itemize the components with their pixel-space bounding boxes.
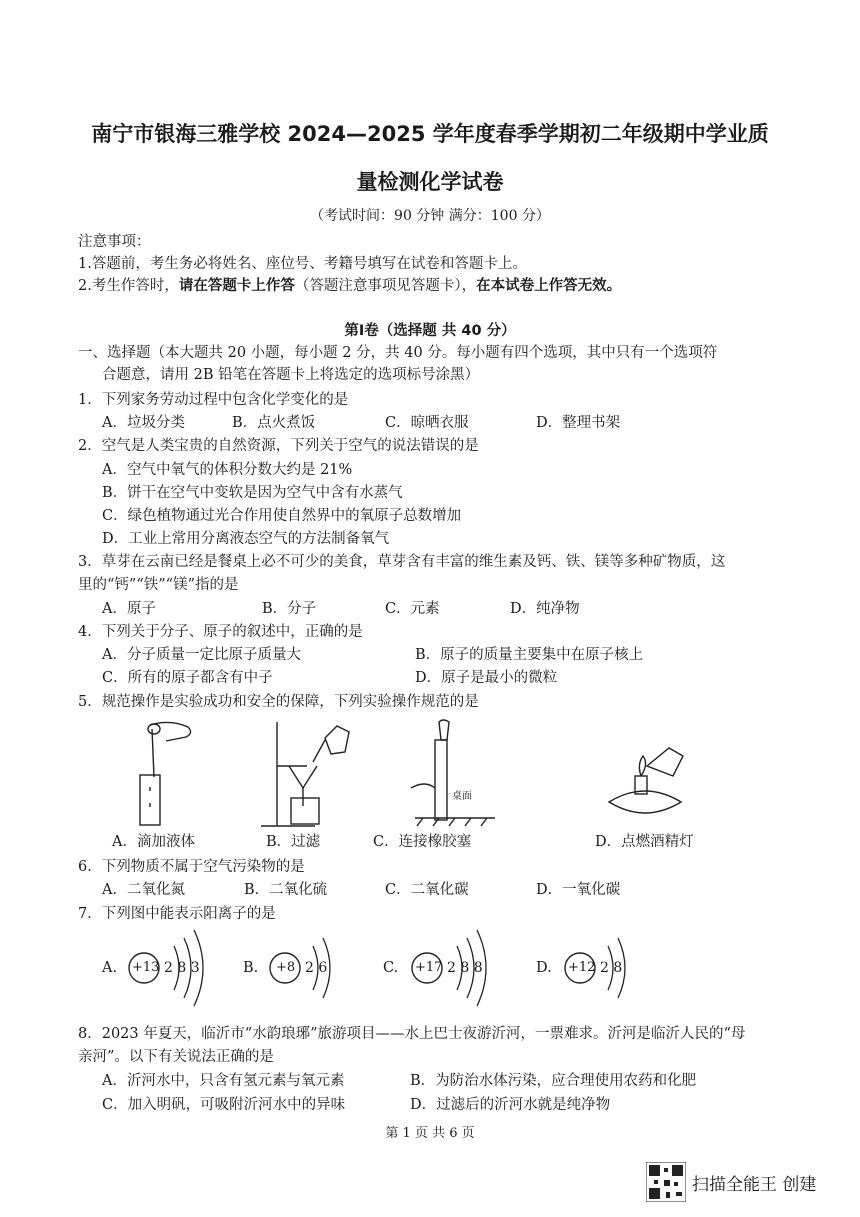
q6-option-c: C．二氧化碳 — [385, 882, 469, 898]
q7-option-a-label: A. — [102, 960, 118, 976]
q8-stem-2: 亲河”。以下有关说法正确的是 — [78, 1049, 274, 1065]
notice-item-2-b: 请在答题卡上作答 — [178, 278, 295, 294]
q4-option-c: C．所有的原子都含有中子 — [102, 670, 273, 686]
q3-stem-1: 3．草芽在云南已经是餐桌上必不可少的美食，草芽含有丰富的维生素及钙、铁、镁等多种矿物质，这 — [78, 554, 726, 570]
q6-stem: 6．下列物质不属于空气污染物的是 — [78, 859, 305, 875]
q8-option-b: B．为防治水体污染，应合理使用农药和化肥 — [410, 1073, 697, 1089]
q2-option-b: B．饼干在空气中变软是因为空气中含有水蒸气 — [102, 485, 403, 501]
q1-option-a: A．垃圾分类 — [102, 415, 185, 431]
section-desc-1: 一、选择题（本大题共 20 小题，每小题 2 分，共 40 分。每小题有四个选项，其中只有一个选项符 — [78, 345, 718, 361]
q8-option-d: D．过滤后的沂河水就是纯净物 — [410, 1097, 611, 1113]
q8-option-c: C．加入明矾，可吸附沂河水中的异味 — [102, 1097, 346, 1113]
notice-heading: 注意事项： — [78, 234, 151, 250]
q6-option-d: D．一氧化碳 — [536, 882, 621, 898]
q1-option-d: D．整理书架 — [536, 415, 621, 431]
q4-option-b: B．原子的质量主要集中在原子核上 — [415, 647, 644, 663]
q2-option-a: A．空气中氧气的体积分数大约是 21% — [102, 462, 353, 478]
filtration-figure — [255, 718, 355, 830]
exam-subtitle: （考试时间：90 分钟 满分：100 分） — [310, 208, 550, 224]
q2-stem: 2．空气是人类宝贵的自然资源，下列关于空气的说法错误的是 — [78, 438, 479, 454]
q4-stem: 4．下列关于分子、原子的叙述中，正确的是 — [78, 624, 363, 640]
q8-option-a: A．沂河水中，只含有氢元素与氧元素 — [102, 1073, 345, 1089]
q7-option-b-label: B. — [243, 960, 259, 976]
q5-option-d: D．点燃酒精灯 — [595, 834, 694, 850]
q7-option-b-shells: 2 6 — [305, 960, 328, 976]
q6-option-a: A．二氧化氮 — [102, 882, 185, 898]
q7-option-b-nucleus: +8 — [276, 960, 296, 975]
q7-option-c-label: C. — [383, 960, 399, 976]
q1-option-c: C．晾晒衣服 — [385, 415, 469, 431]
q3-option-c: C．元素 — [385, 601, 440, 617]
q1-stem: 1．下列家务劳动过程中包含化学变化的是 — [78, 392, 349, 408]
q5-option-c: C．连接橡胶塞 — [373, 834, 472, 850]
scanner-watermark: 扫描全能王 创建 — [692, 1175, 817, 1195]
stopper-figure — [405, 718, 500, 830]
q5-option-b: B．过滤 — [266, 834, 321, 850]
notice-item-2-a: 2.考生作答时， — [78, 278, 179, 294]
desk-label: 桌面 — [452, 791, 472, 802]
page-number: 第 1 页 共 6 页 — [385, 1126, 475, 1141]
q3-option-a: A．原子 — [102, 601, 156, 617]
notice-item-2-d: 在本试卷上作答无效。 — [476, 278, 622, 294]
q3-option-d: D．纯净物 — [510, 601, 580, 617]
section-title: 第Ⅰ卷（选择题 共 40 分） — [344, 323, 516, 339]
notice-item-2 — [78, 274, 621, 295]
q8-stem-1: 8．2023 年夏天，临沂市“水韵琅琊”旅游项目——水上巴士夜游沂河，一票难求。沂河是临沂人民的“母 — [78, 1026, 746, 1042]
exam-title-line1: 南宁市银海三雅学校 2024—2025 学年度春季学期初二年级期中学业质 — [91, 122, 769, 146]
q7-option-d-nucleus: +12 — [568, 960, 596, 975]
q2-option-d: D．工业上常用分离液态空气的方法制备氧气 — [102, 531, 390, 547]
q7-option-a-nucleus: +13 — [132, 960, 160, 975]
q4-option-d: D．原子是最小的微粒 — [415, 670, 558, 686]
q5-stem: 5．规范操作是实验成功和安全的保障，下列实验操作规范的是 — [78, 694, 479, 710]
q7-option-d-shells: 2 8 — [600, 960, 623, 976]
q3-stem-2: 里的“钙”“铁”“镁”指的是 — [78, 577, 239, 593]
exam-title-line2: 量检测化学试卷 — [356, 170, 504, 194]
notice-item-1: 1.答题前，考生务必将姓名、座位号、考籍号填写在试卷和答题卡上。 — [78, 256, 527, 272]
notice-item-2-c: （答题注意事项见答题卡）， — [294, 278, 477, 294]
q7-option-c-shells: 2 8 8 — [447, 960, 483, 976]
q7-option-a-shells: 2 8 3 — [164, 960, 200, 976]
section-desc-2: 合题意，请用 2B 铅笔在答题卡上将选定的选项标号涂黑） — [102, 367, 480, 383]
q5-option-a: A．滴加液体 — [112, 834, 195, 850]
q7-stem: 7．下列图中能表示阳离子的是 — [78, 906, 276, 922]
alcohol-lamp-figure — [595, 740, 695, 830]
q3-option-b: B．分子 — [262, 601, 317, 617]
q7-option-c-nucleus: +17 — [415, 960, 443, 975]
q6-option-b: B．二氧化硫 — [244, 882, 328, 898]
q4-option-a: A．分子质量一定比原子质量大 — [102, 647, 301, 663]
qr-code-icon — [646, 1162, 686, 1202]
dropper-figure — [120, 715, 200, 830]
q2-option-c: C．绿色植物通过光合作用使自然界中的氧原子总数增加 — [102, 508, 462, 524]
q7-option-d-label: D. — [536, 960, 552, 976]
q1-option-b: B．点火煮饭 — [232, 415, 316, 431]
